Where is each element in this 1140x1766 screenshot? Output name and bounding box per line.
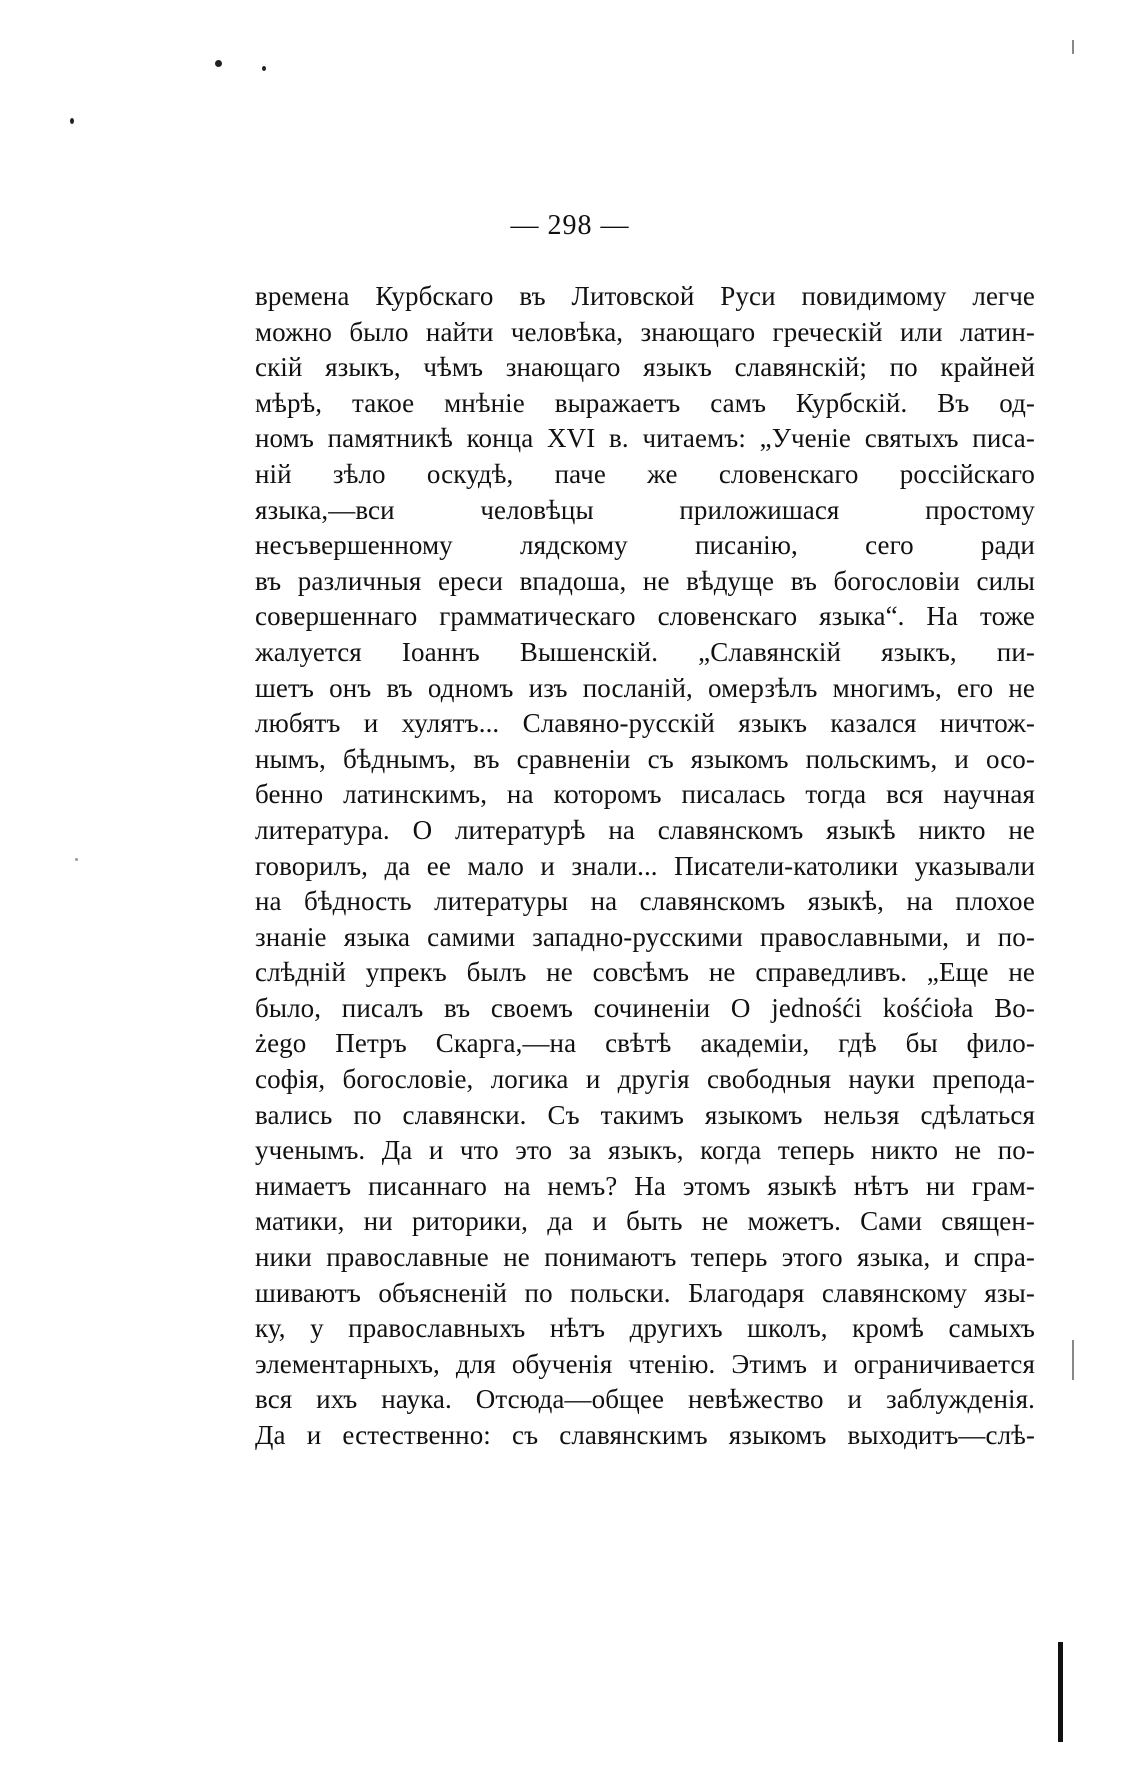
text-line: бенно латинскимъ, на которомъ писалась тогда вся научная (255, 779, 1035, 810)
text-line: шиваютъ объясненій по польски. Благодаря славянскому язы- (255, 1277, 1035, 1308)
text-line: времена Курбскаго въ Литовской Руси повидимому легче (255, 281, 1035, 311)
text-line: въ различныя ереси впадоша, не вѣдуще въ богословіи силы (255, 565, 1035, 596)
text-line: вались по славянски. Съ такимъ языкомъ нельзя сдѣлаться (255, 1099, 1035, 1130)
scan-speck (262, 66, 266, 71)
scan-speck (75, 858, 78, 861)
text-line: нымъ, бѣднымъ, въ сравненіи съ языкомъ польскимъ, и осо- (255, 743, 1035, 774)
text-line: элементарныхъ, для обученія чтенію. Этимъ и ограничивается (255, 1348, 1035, 1379)
text-line: матики, ни риторики, да и быть не можетъ. Сами священ- (255, 1206, 1035, 1237)
text-line: Да и естественно: съ славянскимъ языкомъ выходитъ—слѣ- (255, 1420, 1035, 1450)
page-number: — 298 — (510, 210, 630, 241)
text-line: вся ихъ наука. Отсюда—общее невѣжество и заблужденія. (255, 1384, 1035, 1415)
text-line: мѣрѣ, такое мнѣніе выражаетъ самъ Курбскій. Въ од- (255, 387, 1035, 418)
text-line: было, писалъ въ своемъ сочиненіи O jednośći kośćioła Bo- (255, 992, 1035, 1023)
text-line: нимаетъ писаннаго на немъ? На этомъ языкѣ нѣтъ ни грам- (255, 1170, 1035, 1201)
text-line: литература. О литературѣ на славянскомъ языкѣ никто не (255, 814, 1035, 845)
text-line: можно было найти человѣка, знающаго греческій или латин- (255, 316, 1035, 347)
text-line: говорилъ, да ее мало и знали... Писатели-католики указывали (255, 850, 1035, 881)
text-line: скій языкъ, чѣмъ знающаго языкъ славянскій; по крайней (255, 352, 1035, 383)
text-line: ники православные не понимаютъ теперь этого языка, и спра- (255, 1242, 1035, 1273)
text-line: ку, у православныхъ нѣтъ другихъ школъ, кромѣ самыхъ (255, 1313, 1035, 1344)
scan-edge-mark (1072, 40, 1074, 54)
text-line: ученымъ. Да и что это за языкъ, когда теперь никто не по- (255, 1135, 1035, 1166)
text-line: слѣдній упрекъ былъ не совсѣмъ не справедливъ. „Еще не (255, 957, 1035, 988)
text-line: шетъ онъ въ одномъ изъ посланій, омерзѣлъ многимъ, его не (255, 672, 1035, 703)
text-line: софія, богословіе, логика и другія свободныя науки препода- (255, 1064, 1035, 1095)
text-line: ній зѣло оскудѣ, паче же словенскаго россійскаго (255, 458, 1035, 489)
scan-edge-mark (1072, 1340, 1074, 1380)
scan-speck (215, 60, 222, 67)
text-line: на бѣдность литературы на славянскомъ языкѣ, на плохое (255, 886, 1035, 917)
text-line: żego Петръ Скарга,—на свѣтѣ академіи, гдѣ бы фило- (255, 1028, 1035, 1059)
text-line: языка,—вси человѣцы приложишася простому (255, 494, 1035, 525)
body-text (255, 279, 1035, 1454)
text-line: несъвершенному лядскому писанію, сего ради (255, 530, 1035, 561)
scan-edge-bar (1058, 1642, 1063, 1742)
text-line: жалуется Іоаннъ Вышенскій. „Славянскій языкъ, пи- (255, 636, 1035, 667)
text-line: знаніе языка самими западно-русскими православными, и по- (255, 921, 1035, 952)
text-line: любятъ и хулятъ... Славяно-русскій языкъ казался ничтож- (255, 708, 1035, 739)
text-line: номъ памятникѣ конца XVI в. читаемъ: „Ученіе святыхъ писа- (255, 423, 1035, 454)
text-line: совершеннаго грамматическаго словенскаго языка“. На тоже (255, 601, 1035, 632)
scan-speck (70, 118, 74, 124)
